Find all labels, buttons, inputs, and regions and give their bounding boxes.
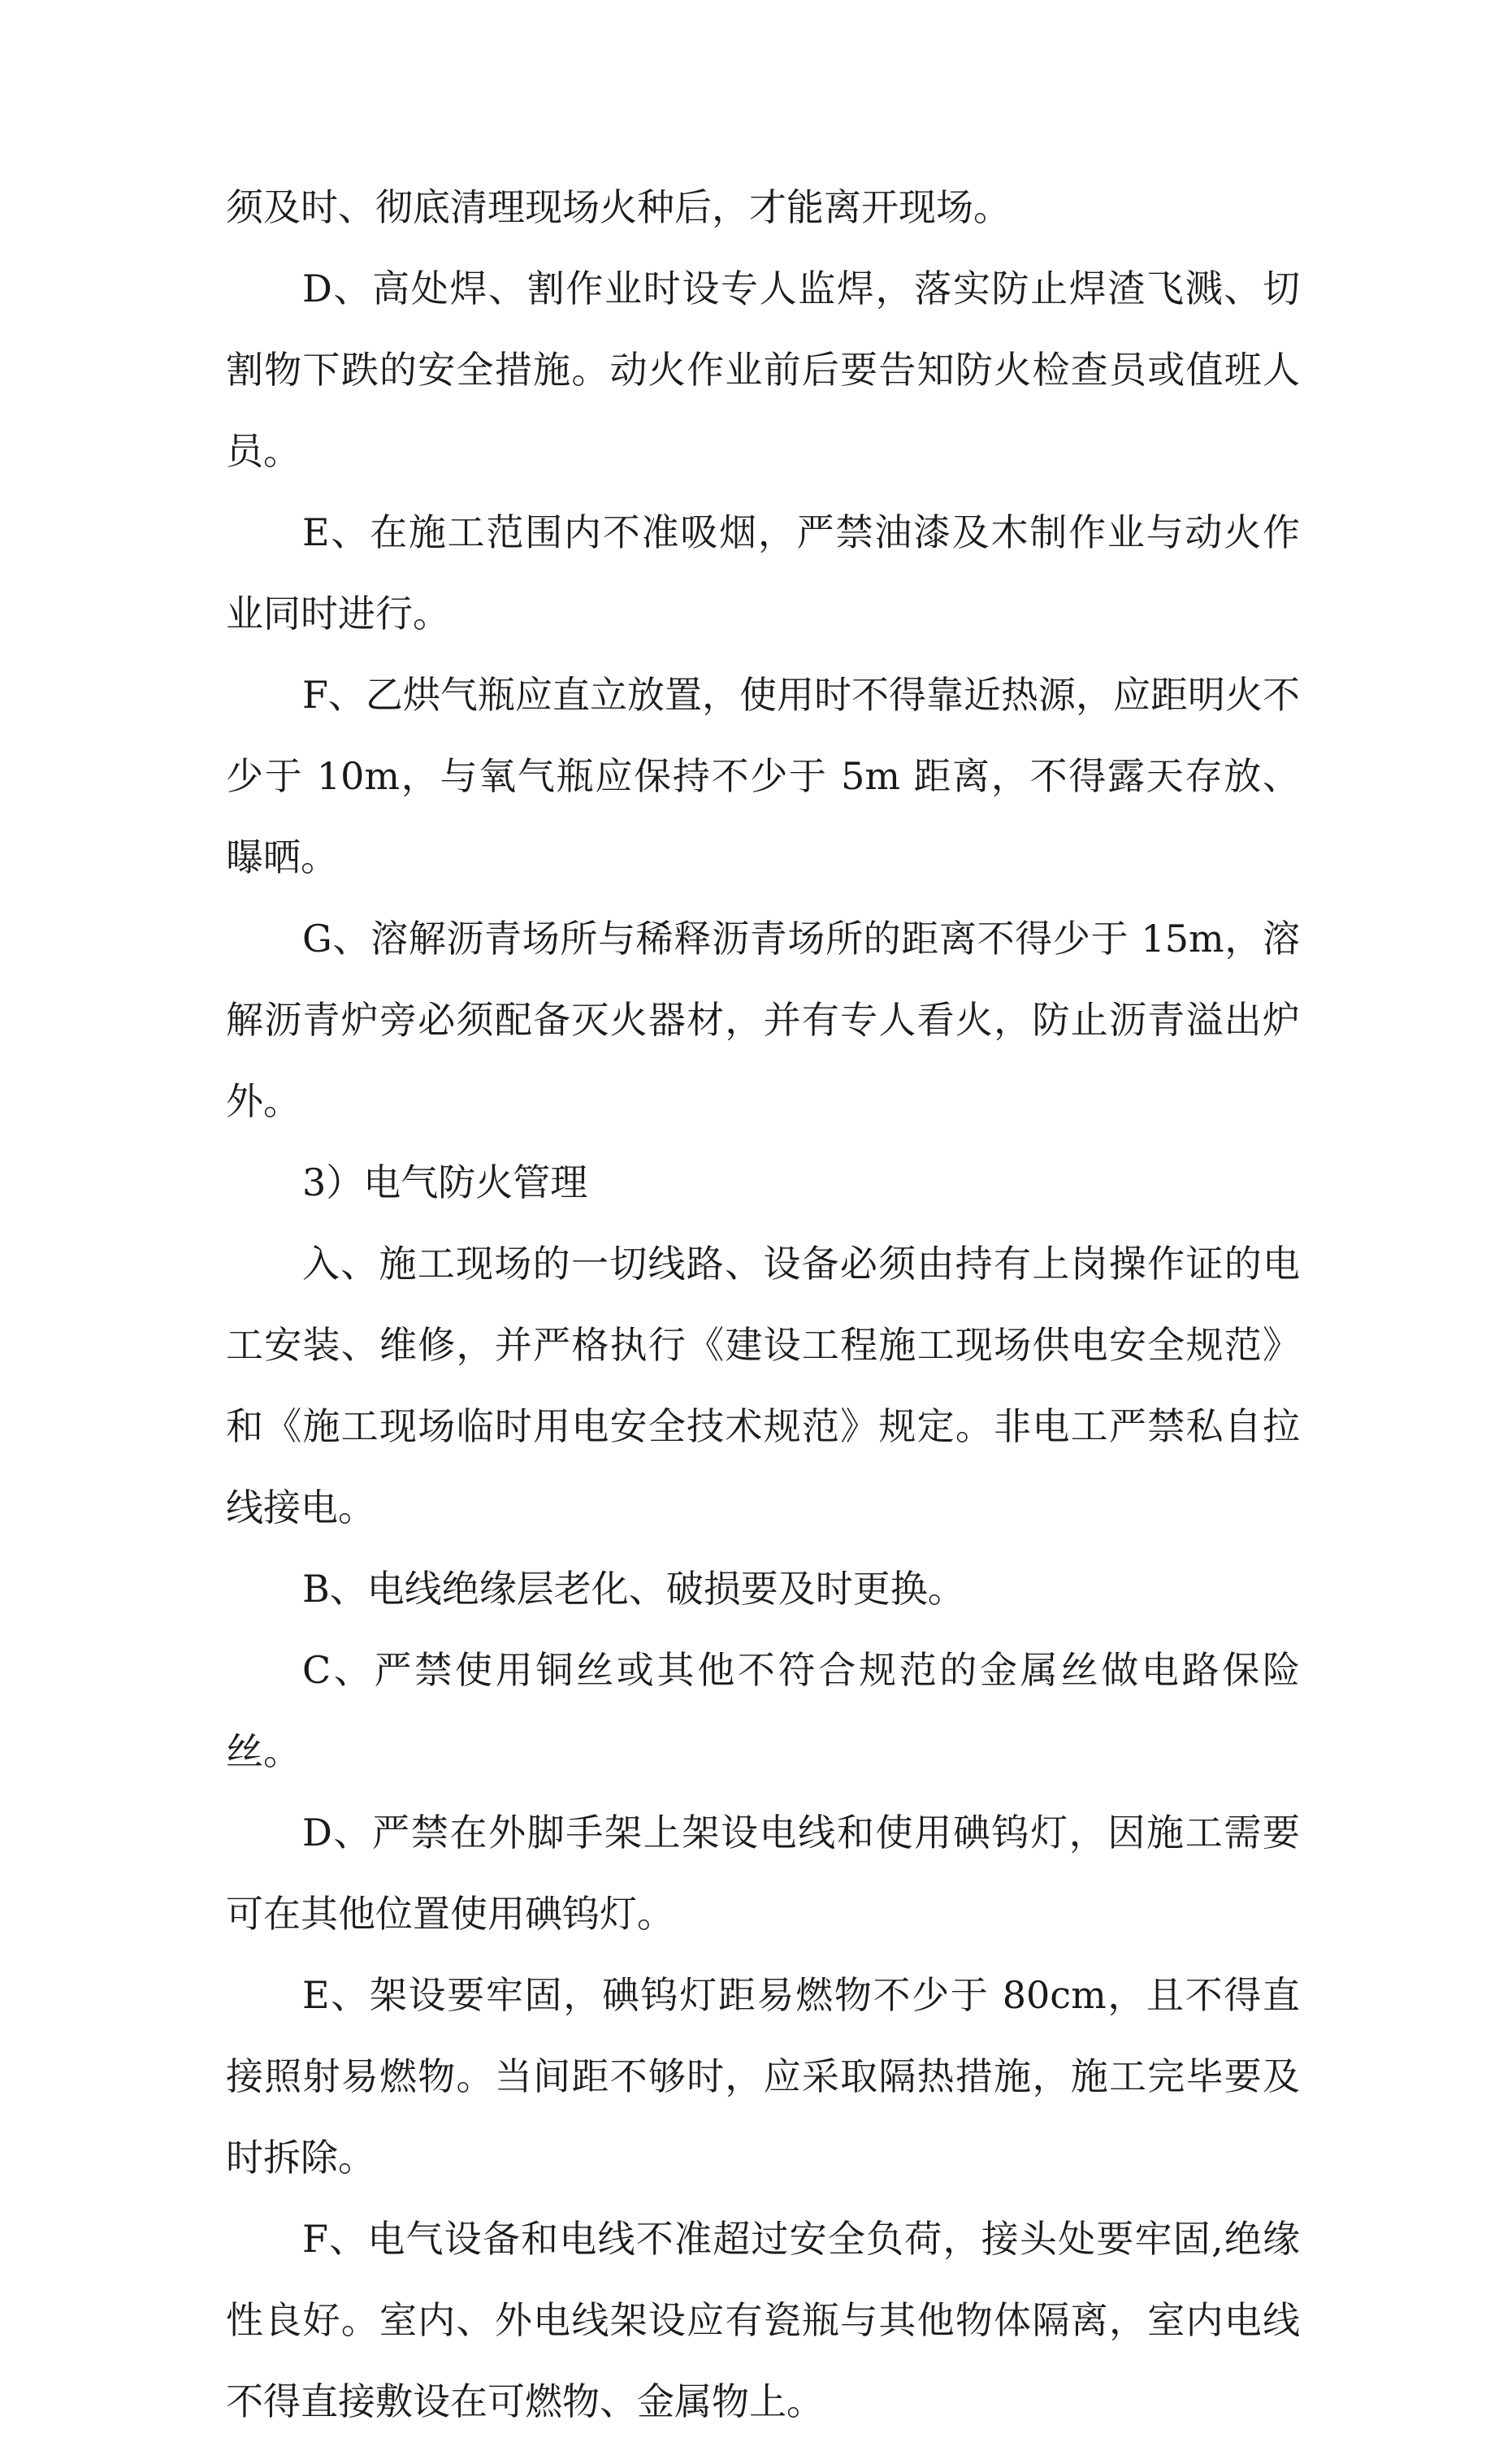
paragraph-item-e-no-smoking: E、在施工范围内不准吸烟，严禁油漆及木制作业与动火作业同时进行。 [226, 510, 1300, 635]
paragraph-item-d-scaffold: D、严禁在外脚手架上架设电线和使用碘钨灯，因施工需要可在其他位置使用碘钨灯。 [226, 1811, 1300, 1936]
section-heading-electrical: 3）电气防火管理 [302, 1160, 588, 1204]
paragraph-item-a-wiring: 入、施工现场的一切线路、设备必须由持有上岗操作证的电工安装、维修，并严格执行《建设工程施工现场供电安全规范》和《施工现场临时用电安全技术规范》规定。非电工严禁私自拉线接电。 [226, 1242, 1300, 1529]
paragraph-item-f-load: F、电气设备和电线不准超过安全负荷，接头处要牢固,绝缘性良好。室内、外电线架设应有瓷瓶与其他物体隔离，室内电线不得直接敷设在可燃物、金属物上。 [226, 2217, 1300, 2423]
paragraph-item-b-insulation: B、电线绝缘层老化、破损要及时更换。 [302, 1567, 965, 1611]
paragraph-continuation: 须及时、彻底清理现场火种后，才能离开现场。 [226, 185, 1011, 229]
paragraph-item-f-acetylene: F、乙烘气瓶应直立放置，使用时不得靠近热源，应距明火不少于 10m，与氧气瓶应保持不少于 5m 距离，不得露天存放、曝晒。 [226, 673, 1300, 879]
paragraph-item-g-asphalt: G、溶解沥青场所与稀释沥青场所的距离不得少于 15m，溶解沥青炉旁必须配备灭火器材，并有专人看火，防止沥青溢出炉外。 [226, 917, 1300, 1123]
document-body [226, 167, 1300, 2442]
paragraph-item-d-welding: D、高处焊、割作业时设专人监焊，落实防止焊渣飞溅、切割物下跌的安全措施。动火作业前后要告知防火检查员或值班人员。 [226, 267, 1300, 473]
paragraph-item-c-fuse: C、严禁使用铜丝或其他不符合规范的金属丝做电路保险丝。 [226, 1648, 1300, 1773]
paragraph-item-e-lamp: E、架设要牢固，碘钨灯距易燃物不少于 80cm，且不得直接照射易燃物。当间距不够时，应采取隔热措施，施工完毕要及时拆除。 [226, 1973, 1300, 2180]
